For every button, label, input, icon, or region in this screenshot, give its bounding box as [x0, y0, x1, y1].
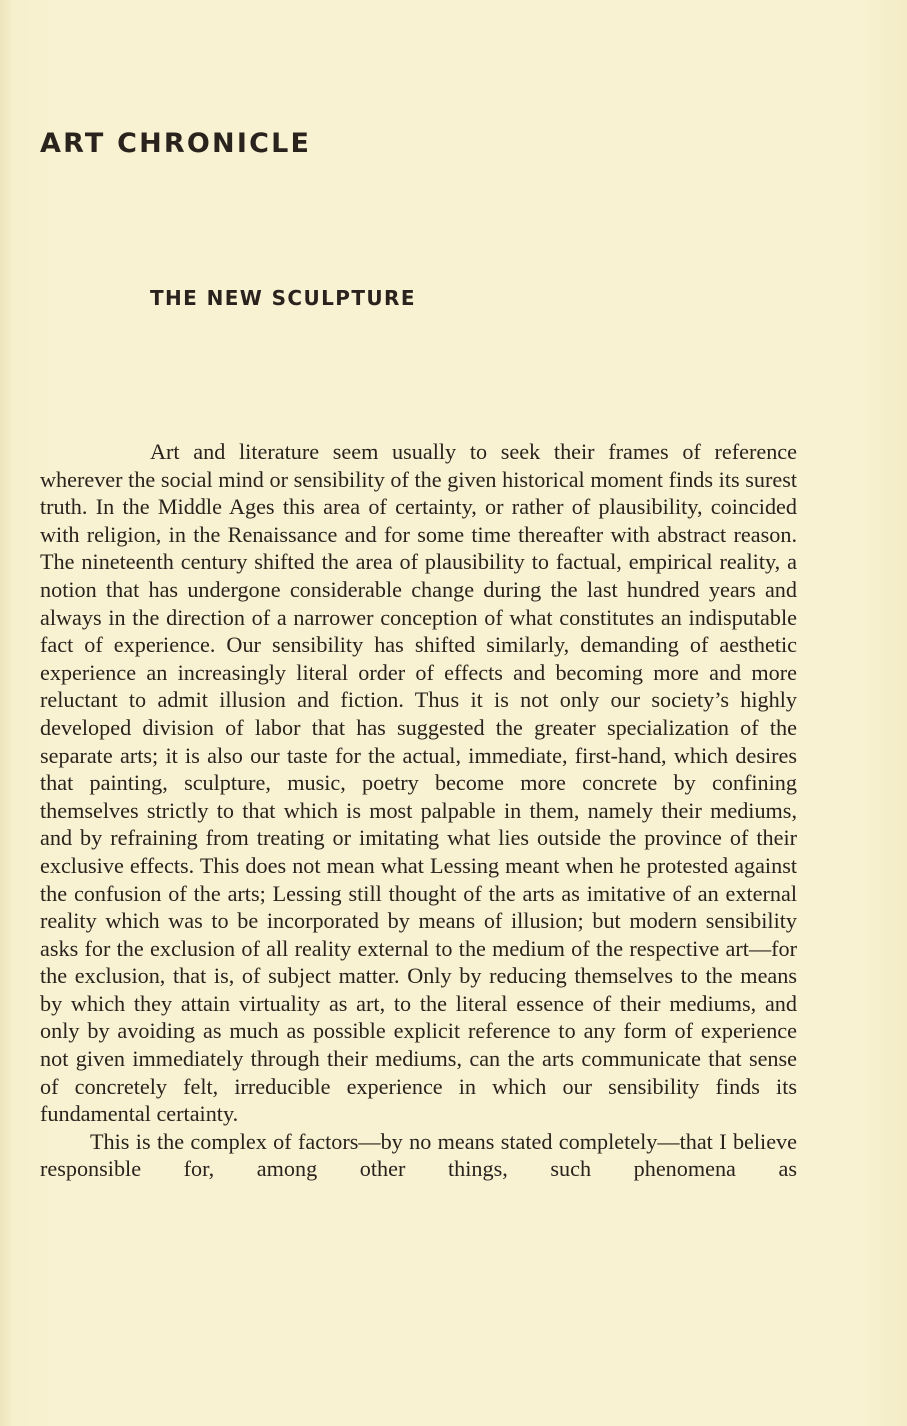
paragraph: This is the complex of factors—by no means stated completely—that I believe responsible for, among other things, such phenomena as [40, 1128, 797, 1182]
section-title: ART CHRONICLE [40, 128, 312, 159]
article-title: THE NEW SCULPTURE [150, 286, 416, 310]
paragraph: Art and literature seem usually to seek their frames of reference wherever the social mind or sensibility of the given historical moment finds its surest truth. In the Middle Ages this area of certainty, or rather of plausibility, coincided with religion, in the Renaissance and for some time thereafter with abstract reason. The nineteenth century shifted the area of plausibility to factual, empirical reality, a notion that has undergone considerable change during the last hundred years and always in the direction of a narrower conception of what constitutes an indisputable fact of experience. Our sensibility has shifted similarly, demanding of aesthetic experience an increasingly literal order of effects and becoming more and more reluctant to admit illusion and fiction. Thus it is not only our society’s highly developed division of labor that has suggested the greater specialization of the separate arts; it is also our taste for the actual, immediate, first-hand, which desires that painting, sculpture, music, poetry become more concrete by confining themselves strictly to that which is most palpable in them, namely their mediums, and by refraining from treating or imitating what lies outside the province of their exclusive effects. This does not mean what Lessing meant when he protested against the confusion of the arts; Lessing still thought of the arts as imitative of an external reality which was to be incorporated by means of illusion; but modern sensibility asks for the exclusion of all reality external to the medium of the respective art—for the exclusion, that is, of subject matter. Only by reducing themselves to the means by which they attain virtuality as art, to the literal essence of their mediums, and only by avoiding as much as possible explicit reference to any form of experience not given immediately through their mediums, can the arts communicate that sense of concretely felt, irreducible experience in which our sensibility finds its fundamental certainty. [40, 439, 797, 1127]
article-body [40, 438, 797, 1183]
